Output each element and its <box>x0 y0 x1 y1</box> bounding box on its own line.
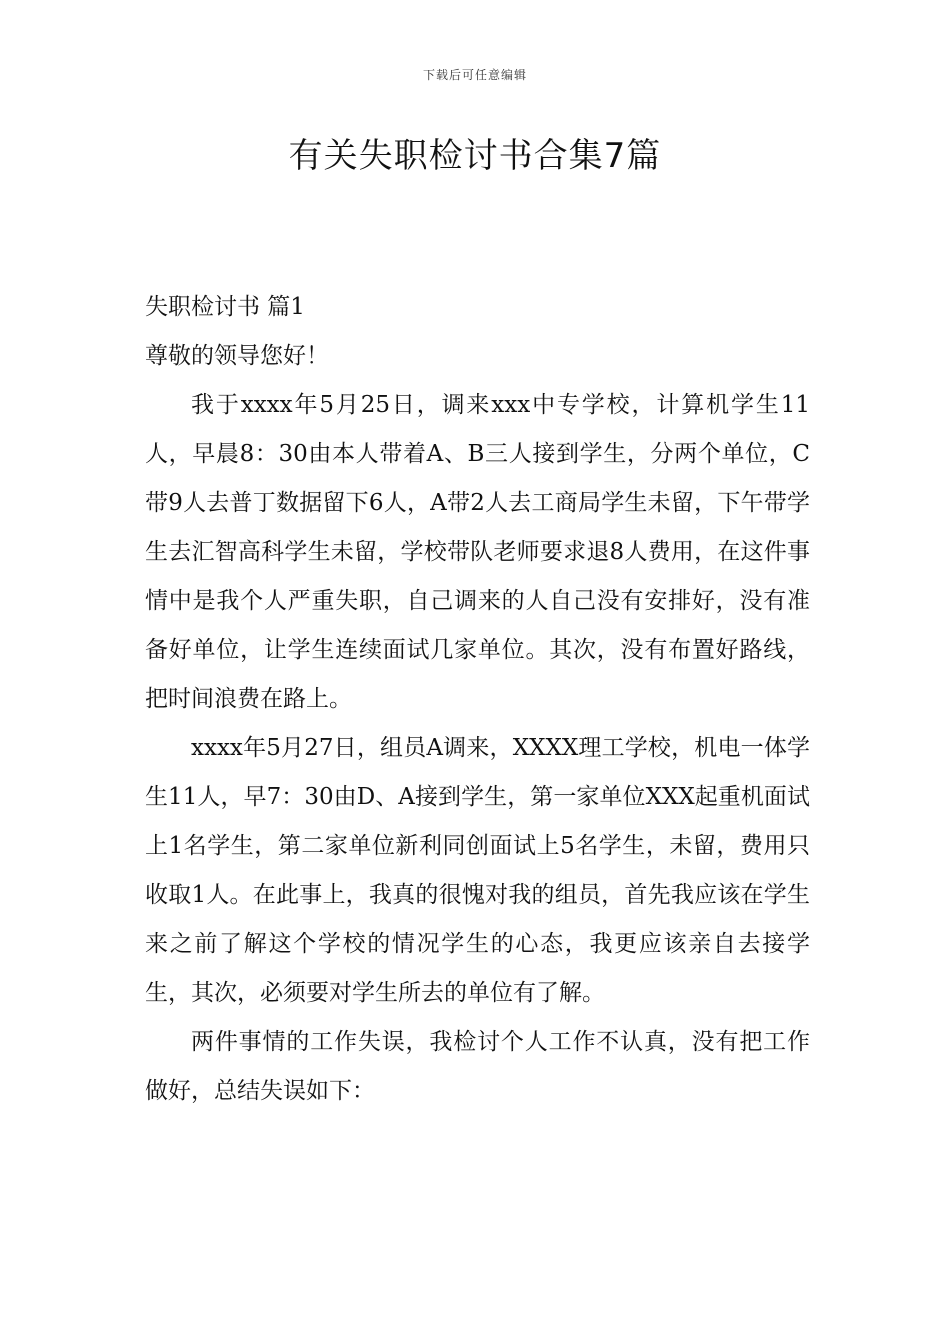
body-paragraph: xxxx年5月27日，组员A调来，XXXX理工学校，机电一体学生11人，早7：30由D、A接到学生，第一家单位XXX起重机面试上1名学生，第二家单位新利同创面试上5名学生，未留，费用只收取1人。在此事上，我真的很愧对我的组员，首先我应该在学生来之前了解这个学校的情况学生的心态，我更应该亲自去接学生，其次，必须要对学生所去的单位有了解。 <box>145 735 810 1006</box>
document-body <box>145 283 810 1116</box>
salutation: 尊敬的领导您好！ <box>145 343 329 369</box>
document-title: 有关失职检讨书合集7篇 <box>288 136 662 176</box>
body-paragraph: 我于xxxx年5月25日，调来xxx中专学校，计算机学生11人，早晨8：30由本人带着A、B三人接到学生，分两个单位，C带9人去普丁数据留下6人，A带2人去工商局学生未留，下午带学生去汇智高科学生未留，学校带队老师要求退8人费用，在这件事情中是我个人严重失职，自己调来的人自己没有安排好，没有准备好单位，让学生连续面试几家单位。其次，没有布置好路线，把时间浪费在路上。 <box>145 392 810 712</box>
section-heading: 失职检讨书 篇1 <box>145 294 305 320</box>
page-header-note: 下载后可任意编辑 <box>422 68 527 82</box>
body-paragraph: 两件事情的工作失误，我检讨个人工作不认真，没有把工作做好，总结失误如下： <box>145 1029 810 1104</box>
